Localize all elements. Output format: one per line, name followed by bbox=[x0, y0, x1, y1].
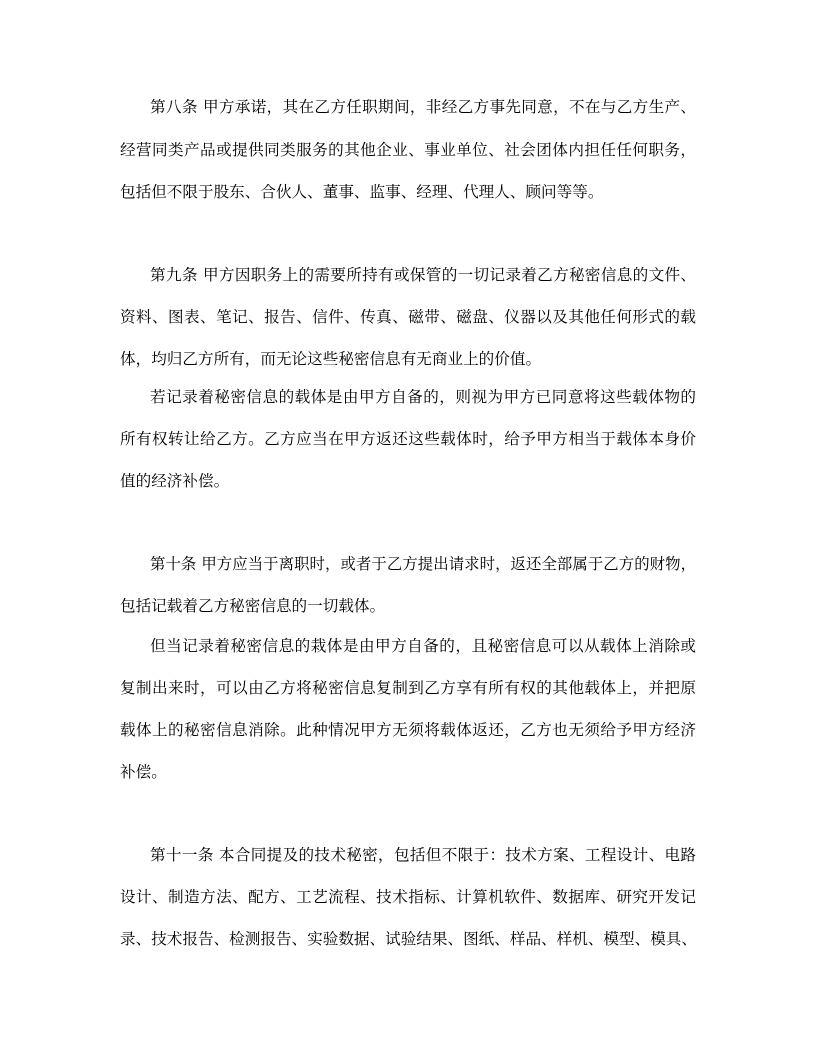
article-10-line-1: 第十条 甲方应当于离职时，或者于乙方提出请求时，返还全部属于乙方的财物， bbox=[150, 555, 696, 573]
article-10-para-2-line-2: 复制出来时，可以由乙方将秘密信息复制到乙方享有所有权的其他载体上，并把原 bbox=[120, 679, 696, 697]
article-10-para-2-line-3: 载体上的秘密信息消除。此种情况甲方无须将载体返还，乙方也无须给予甲方经济 bbox=[120, 721, 696, 739]
article-9-para-2-line-1: 若记录着秘密信息的载体是由甲方自备的，则视为甲方已同意将这些载体物的 bbox=[150, 388, 696, 406]
article-11-line-2: 设计、制造方法、配方、工艺流程、技术指标、计算机软件、数据库、研究开发记 bbox=[120, 888, 696, 906]
article-10-para-2-line-1: 但当记录着秘密信息的栽体是由甲方自备的，且秘密信息可以从载体上消除或 bbox=[150, 637, 696, 655]
article-8-line-2: 经营同类产品或提供同类服务的其他企业、事业单位、社会团体内担任任何职务， bbox=[120, 141, 696, 159]
article-9-para-2-line-2: 所有权转让给乙方。乙方应当在甲方返还这些载体时，给予甲方相当于载体本身价 bbox=[120, 430, 696, 448]
article-8-line-1: 第八条 甲方承诺，其在乙方任职期间，非经乙方事先同意，不在与乙方生产、 bbox=[150, 98, 696, 116]
article-10-line-2: 包括记载着乙方秘密信息的一切载体。 bbox=[120, 597, 386, 615]
article-9-para-2-line-3: 值的经济补偿。 bbox=[120, 472, 230, 490]
article-9-line-1: 第九条 甲方因职务上的需要所持有或保管的一切记录着乙方秘密信息的文件、 bbox=[150, 266, 696, 284]
article-9-line-2: 资料、图表、笔记、报告、信件、传真、磁带、磁盘、仪器以及其他任何形式的载 bbox=[120, 308, 696, 326]
article-10-para-2-line-4: 补偿。 bbox=[120, 763, 167, 781]
article-11-line-1: 第十一条 本合同提及的技术秘密，包括但不限于：技术方案、工程设计、电路 bbox=[150, 846, 696, 864]
article-8-line-3: 包括但不限于股东、合伙人、董事、监事、经理、代理人、顾问等等。 bbox=[120, 183, 604, 201]
article-9-line-3: 体，均归乙方所有，而无论这些秘密信息有无商业上的价值。 bbox=[120, 350, 542, 368]
article-11-line-3: 录、技术报告、检测报告、实验数据、试验结果、图纸、样品、样机、模型、模具、 bbox=[120, 930, 697, 948]
